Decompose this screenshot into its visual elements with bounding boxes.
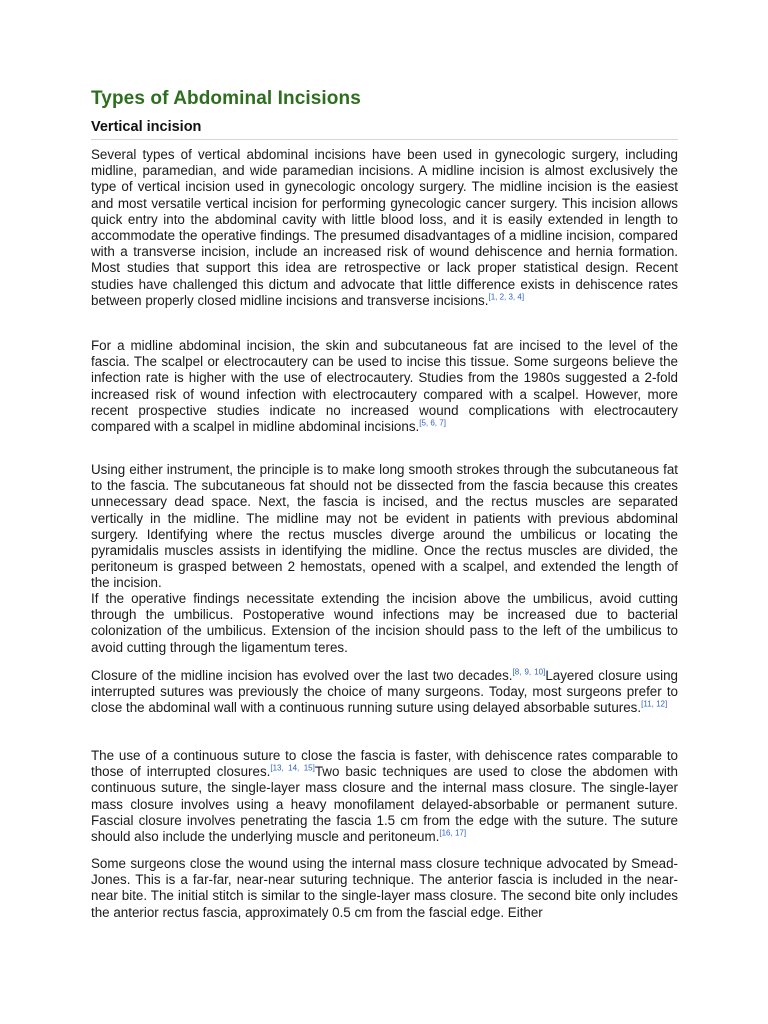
paragraph-6 — [91, 748, 678, 845]
citation-link[interactable]: [8, 9, 10] — [512, 667, 546, 677]
page-title: Types of Abdominal Incisions — [91, 88, 361, 109]
paragraph-1 — [91, 147, 678, 309]
paragraph-text: The use of a continuous suture to close the fascia is faster, with dehiscence rates comparable to those of interrupted closures. — [91, 748, 678, 780]
paragraph-2 — [91, 338, 678, 435]
paragraph-text: For a midline abdominal incision, the skin and subcutaneous fat are incised to the level of the fascia. The scalpel or electrocautery can be used to incise this tissue. Some surgeons believe the infection rate is higher with the use of electrocautery. Studies from the 1980s suggested a 2-fold increased risk of wound infection with electrocautery compared with a scalpel. However, more recent prospective studies indicate no increased wound complications with electrocautery compared with a scalpel in midline abdominal incisions. — [91, 338, 678, 435]
citation-link[interactable]: [11, 12] — [641, 699, 668, 709]
paragraph-text: Some surgeons close the wound using the internal mass closure technique advocated by Smead-Jones. This is a far-far, near-near suturing technique. The anterior fascia is included in the near-near bite. The initial stitch is similar to the single-layer mass closure. The second bite only includes the anterior rectus fascia, approximately 0.5 cm from the fascial edge. Either — [91, 856, 678, 920]
paragraph-text: Several types of vertical abdominal incisions have been used in gynecologic surgery, including midline, paramedian, and wide paramedian incisions. A midline incision is almost exclusively the type of vertical incision used in gynecologic oncology surgery. The midline incision is the easiest and most versatile vertical incision for performing gynecologic cancer surgery. This incision allows quick entry into the abdominal cavity with little blood loss, and it is easily extended in length to accommodate the operative findings. The presumed disadvantages of a midline incision, compared with a transverse incision, include an increased risk of wound dehiscence and hernia formation. Most studies that support this idea are retrospective or lack proper statistical design. Recent studies have challenged this dictum and advocate that little difference exists in dehiscence rates between properly closed midline incisions and transverse incisions. — [91, 147, 678, 308]
citation-link[interactable]: [1, 2, 3, 4] — [488, 292, 525, 302]
paragraph-3 — [91, 462, 678, 592]
article-body — [91, 88, 679, 920]
paragraph-text: If the operative findings necessitate extending the incision above the umbilicus, avoid cutting through the umbilicus. Postoperative wound infections may be increased due to bacterial colonization of the umbilicus. Extension of the incision should pass to the left of the umbilicus to avoid cutting through the ligamentum teres. — [91, 591, 678, 655]
paragraph-7 — [91, 856, 678, 921]
paragraph-text: Using either instrument, the principle is to make long smooth strokes through the subcutaneous fat to the fascia. The subcutaneous fat should not be dissected from the fascia because this creates unnecessary dead space. Next, the fascia is incised, and the rectus muscles are separated vertically in the midline. The midline may not be evident in patients with previous abdominal surgery. Identifying where the rectus muscles diverge around the umbilicus or locating the pyramidalis muscles assists in identifying the midline. Once the rectus muscles are divided, the peritoneum is grasped between 2 hemostats, opened with a scalpel, and extended the length of the incision. — [91, 462, 678, 591]
paragraph-4 — [91, 591, 678, 656]
paragraph-5 — [91, 668, 678, 717]
citation-link[interactable]: [13, 14, 15] — [270, 763, 315, 773]
section-heading: Vertical incision — [91, 119, 678, 140]
citation-link[interactable]: [16, 17] — [439, 828, 467, 838]
paragraph-text: Two basic techniques are used to close the abdomen with continuous suture, the single-layer mass closure and the internal mass closure. The single-layer mass closure involves using a heavy monofilament delayed-absorbable or permanent suture. Fascial closure involves penetrating the fascia 1.5 cm from the edge with the suture. The suture should also include the underlying muscle and peritoneum. — [91, 764, 679, 845]
citation-link[interactable]: [5, 6, 7] — [419, 418, 446, 428]
paragraph-text: Closure of the midline incision has evolved over the last two decades. — [91, 668, 513, 683]
paragraph-text: Layered closure using interrupted sutures was previously the choice of many surgeons. Today, most surgeons prefer to close the abdominal wall with a continuous running suture using delayed absorbable sutures. — [91, 668, 679, 716]
